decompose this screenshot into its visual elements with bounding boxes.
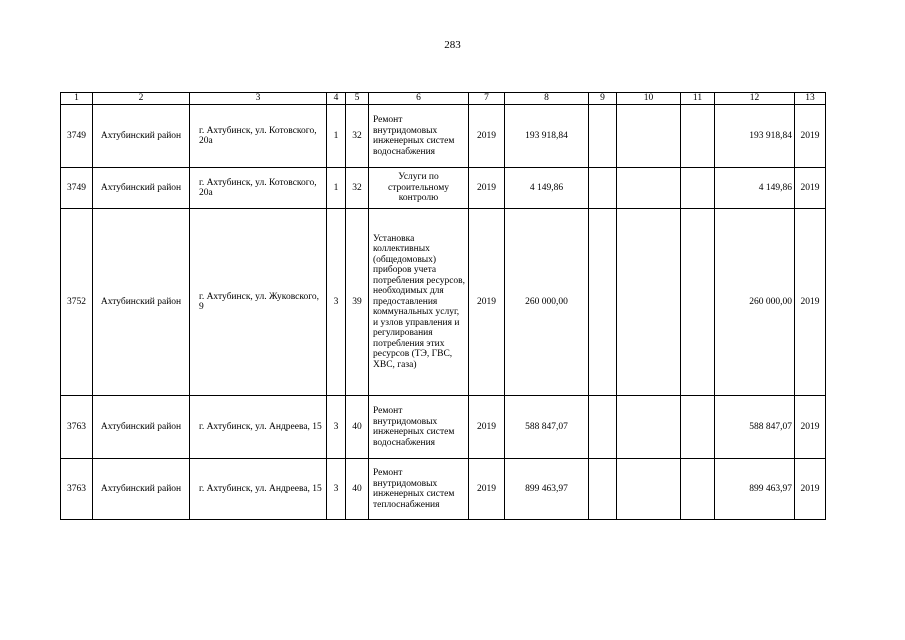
table-row <box>61 168 826 209</box>
cell-year: 2019 <box>469 459 505 520</box>
cell-col9 <box>589 105 617 168</box>
cell-col9 <box>589 168 617 209</box>
cell-col5: 32 <box>346 168 369 209</box>
cell-col5: 32 <box>346 105 369 168</box>
cell-col11 <box>681 396 715 459</box>
cell-address: г. Ахтубинск, ул. Андреева, 15 <box>190 459 327 520</box>
cell-col9 <box>589 459 617 520</box>
cell-id: 3752 <box>61 209 93 396</box>
cell-col5: 39 <box>346 209 369 396</box>
cell-col11 <box>681 105 715 168</box>
cell-district: Ахтубинский район <box>93 396 190 459</box>
table-row <box>61 396 826 459</box>
col-header: 3 <box>190 93 327 105</box>
cell-year: 2019 <box>469 105 505 168</box>
col-header: 4 <box>327 93 346 105</box>
col-header: 11 <box>681 93 715 105</box>
col-header: 10 <box>617 93 681 105</box>
cell-col11 <box>681 459 715 520</box>
cell-end-year: 2019 <box>795 396 826 459</box>
cell-work: Ремонт внутридомовых инженерных систем водоснабжения <box>369 396 469 459</box>
cell-work: Ремонт внутридомовых инженерных систем водоснабжения <box>369 105 469 168</box>
cell-col9 <box>589 209 617 396</box>
table-row <box>61 209 826 396</box>
col-header: 2 <box>93 93 190 105</box>
cell-total: 193 918,84 <box>715 105 795 168</box>
cell-total: 899 463,97 <box>715 459 795 520</box>
cell-id: 3763 <box>61 396 93 459</box>
cell-end-year: 2019 <box>795 105 826 168</box>
cell-work: Услуги по строительному контролю <box>369 168 469 209</box>
cell-col5: 40 <box>346 459 369 520</box>
cell-district: Ахтубинский район <box>93 459 190 520</box>
cell-col10 <box>617 396 681 459</box>
cell-col10 <box>617 168 681 209</box>
cell-col4: 1 <box>327 105 346 168</box>
cell-work: Установка коллективных (общедомовых) приборов учета потребления ресурсов, необходимых для предоставления коммунальных услуг, и узлов управления и регулирования потребления этих ресурсов (ТЭ, ГВС, ХВС, газа) <box>369 209 469 396</box>
cell-address: г. Ахтубинск, ул. Котовского, 20а <box>190 168 327 209</box>
col-header: 6 <box>369 93 469 105</box>
table-row <box>61 105 826 168</box>
cell-district: Ахтубинский район <box>93 168 190 209</box>
cell-col10 <box>617 209 681 396</box>
cell-col4: 1 <box>327 168 346 209</box>
cell-total: 4 149,86 <box>715 168 795 209</box>
cell-amount: 588 847,07 <box>505 396 589 459</box>
cell-col11 <box>681 209 715 396</box>
header-row <box>61 93 826 105</box>
cell-year: 2019 <box>469 396 505 459</box>
cell-address: г. Ахтубинск, ул. Жуковского, 9 <box>190 209 327 396</box>
cell-end-year: 2019 <box>795 459 826 520</box>
program-table <box>60 92 826 520</box>
cell-total: 588 847,07 <box>715 396 795 459</box>
cell-end-year: 2019 <box>795 209 826 396</box>
table-row <box>61 459 826 520</box>
cell-col5: 40 <box>346 396 369 459</box>
cell-col10 <box>617 105 681 168</box>
col-header: 5 <box>346 93 369 105</box>
cell-id: 3749 <box>61 168 93 209</box>
cell-district: Ахтубинский район <box>93 209 190 396</box>
cell-year: 2019 <box>469 209 505 396</box>
col-header: 8 <box>505 93 589 105</box>
cell-col11 <box>681 168 715 209</box>
cell-address: г. Ахтубинск, ул. Андреева, 15 <box>190 396 327 459</box>
cell-col4: 3 <box>327 209 346 396</box>
cell-year: 2019 <box>469 168 505 209</box>
cell-work: Ремонт внутридомовых инженерных систем теплоснабжения <box>369 459 469 520</box>
cell-col9 <box>589 396 617 459</box>
cell-amount: 899 463,97 <box>505 459 589 520</box>
cell-address: г. Ахтубинск, ул. Котовского, 20а <box>190 105 327 168</box>
cell-col10 <box>617 459 681 520</box>
col-header: 13 <box>795 93 826 105</box>
cell-district: Ахтубинский район <box>93 105 190 168</box>
cell-col4: 3 <box>327 459 346 520</box>
page-number: 283 <box>444 39 461 51</box>
col-header: 12 <box>715 93 795 105</box>
cell-amount: 260 000,00 <box>505 209 589 396</box>
col-header: 9 <box>589 93 617 105</box>
cell-amount: 193 918,84 <box>505 105 589 168</box>
cell-end-year: 2019 <box>795 168 826 209</box>
cell-total: 260 000,00 <box>715 209 795 396</box>
cell-id: 3763 <box>61 459 93 520</box>
cell-col4: 3 <box>327 396 346 459</box>
cell-id: 3749 <box>61 105 93 168</box>
col-header: 1 <box>61 93 93 105</box>
col-header: 7 <box>469 93 505 105</box>
cell-amount: 4 149,86 <box>505 168 589 209</box>
